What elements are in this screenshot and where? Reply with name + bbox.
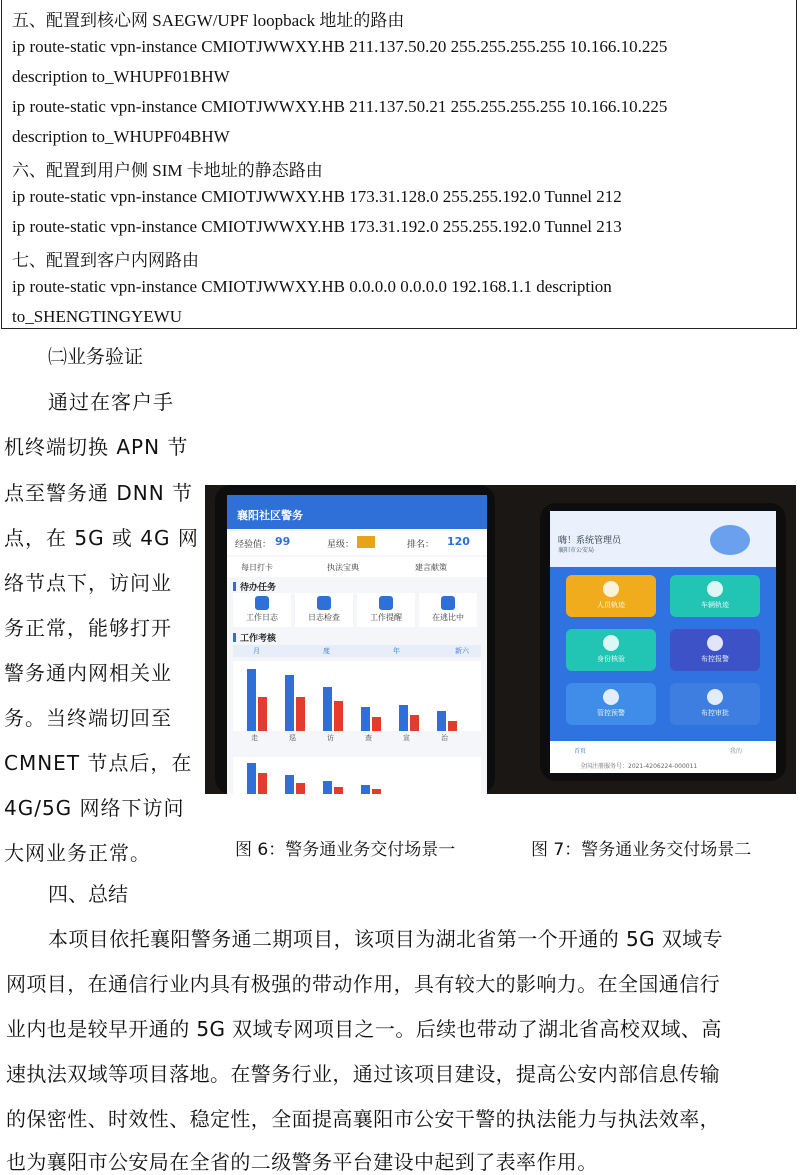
column-text-line: 络节点下，访问业 <box>4 571 172 595</box>
chart-bar <box>258 697 267 731</box>
work-chart <box>233 661 481 731</box>
chart-bar <box>323 781 332 794</box>
chart-bar <box>361 707 370 731</box>
tab-year[interactable]: 年 <box>393 647 400 655</box>
phone-left <box>215 485 495 794</box>
column-text-line: 点，在 5G 或 4G 网 <box>4 526 199 550</box>
tile-id-verify[interactable]: 身份核验 <box>566 629 656 671</box>
column-text-line: 大网业务正常。 <box>4 841 151 865</box>
code-line: 五、配置到核心网 SAEGW/UPF loopback 地址的路由 <box>12 11 405 30</box>
column-text-line: 通过在客户手 <box>48 390 174 414</box>
police-emblem-icon <box>710 525 750 555</box>
work-chart-lower <box>233 757 481 794</box>
code-line: ip route-static vpn-instance CMIOTJWWXY.HB 173.31.128.0 255.255.192.0 Tunnel 212 <box>12 187 622 206</box>
summary-line: 速执法双域等项目落地。在警务行业，通过该项目建设，提高公安内部信息传输 <box>6 1062 720 1086</box>
chart-x-label: 访 <box>327 734 334 742</box>
chart-bar <box>334 787 343 794</box>
id-check-icon <box>603 635 619 651</box>
summary-line: 的保密性、时效性、稳定性，全面提高襄阳市公安干警的执法能力与执法效率， <box>6 1107 720 1131</box>
shield-icon <box>603 689 619 705</box>
level-badge-icon <box>357 536 375 548</box>
period-tabs <box>233 645 481 657</box>
code-line: to_SHENGTINGYEWU <box>12 307 182 326</box>
task-icon <box>255 596 269 610</box>
config-code-box <box>1 0 797 329</box>
summary-line: 业内也是较早开通的 5G 双域专网项目之一。后续也带动了湖北省高校双域、高 <box>6 1017 722 1041</box>
chart-x-label: 治 <box>441 734 448 742</box>
app-title: 襄阳社区警务 <box>237 509 303 522</box>
task-icon <box>441 596 455 610</box>
registration-number: 全国注册服务号：2021-4206224-000011 <box>580 763 698 770</box>
chart-bar <box>285 775 294 794</box>
chart-x-label: 查 <box>365 734 372 742</box>
chart-bar <box>323 687 332 731</box>
tile-vehicle-track[interactable]: 车辆轨迹 <box>670 575 760 617</box>
phone-left-screen <box>227 495 487 794</box>
phone-right-screen <box>550 511 776 773</box>
figure-7-caption: 图 7：警务通业务交付场景二 <box>531 840 752 860</box>
tab-new[interactable]: 新六 <box>455 647 469 655</box>
quick-suggest[interactable]: 建言献策 <box>415 563 447 572</box>
feature-grid <box>550 567 776 741</box>
column-text-line: 务。当终端切回至 <box>4 706 172 730</box>
chart-bar <box>334 701 343 731</box>
phones-photo <box>205 485 796 794</box>
code-line: description to_WHUPF04BHW <box>12 127 230 146</box>
task-item[interactable]: 在逃比中 <box>419 593 477 627</box>
summary-line: 也为襄阳市公安局在全省的二级警务平台建设中起到了表率作用。 <box>6 1150 598 1174</box>
code-line: ip route-static vpn-instance CMIOTJWWXY.HB 173.31.192.0 255.255.192.0 Tunnel 213 <box>12 217 622 236</box>
column-text-line: 点至警务通 DNN 节 <box>4 481 194 505</box>
column-text-line: 4G/5G 网络下访问 <box>4 796 185 820</box>
figure-6-caption: 图 6：警务通业务交付场景一 <box>235 840 456 860</box>
quick-handbook[interactable]: 执法宝典 <box>327 563 359 572</box>
tile-approval[interactable]: 布控审批 <box>670 683 760 725</box>
chart-bar <box>247 763 256 794</box>
code-line: ip route-static vpn-instance CMIOTJWWXY.HB 211.137.50.20 255.255.255.255 10.166.10.225 <box>12 37 668 56</box>
tile-alert[interactable]: 布控报警 <box>670 629 760 671</box>
level-label: 星级： <box>327 540 355 550</box>
column-text-line: 警务通内网相关业 <box>4 661 172 685</box>
chart-bar <box>247 669 256 731</box>
chart-x-label: 走 <box>251 734 258 742</box>
rank-label: 排名： <box>407 540 435 550</box>
phone-right <box>540 503 786 781</box>
score-value: 99 <box>275 535 291 548</box>
chart-bar <box>410 715 419 731</box>
document-icon <box>707 689 723 705</box>
chart-x-label: 宣 <box>403 734 410 742</box>
rank-value: 120 <box>447 535 470 548</box>
siren-icon <box>707 635 723 651</box>
chart-bar <box>296 783 305 794</box>
stats-row <box>227 531 487 555</box>
column-text-line: CMNET 节点后，在 <box>4 751 193 775</box>
quick-actions <box>227 557 487 577</box>
section-subheading: ㈡业务验证 <box>48 346 144 368</box>
summary-heading: 四、总结 <box>48 882 128 906</box>
code-line: ip route-static vpn-instance CMIOTJWWXY.HB 0.0.0.0 0.0.0.0 192.168.1.1 description <box>12 277 612 296</box>
summary-line: 本项目依托襄阳警务通二期项目，该项目为湖北省第一个开通的 5G 双域专 <box>48 927 723 951</box>
chart-bar <box>296 697 305 731</box>
column-text-line: 机终端切换 APN 节 <box>4 435 189 459</box>
todo-section-title: 待办任务 <box>233 580 276 593</box>
task-item[interactable]: 工作提醒 <box>357 593 415 627</box>
code-line: 七、配置到客户内网路由 <box>12 251 199 270</box>
tile-control-warning[interactable]: 管控预警 <box>566 683 656 725</box>
task-item[interactable]: 日志检查 <box>295 593 353 627</box>
code-line: ip route-static vpn-instance CMIOTJWWXY.HB 211.137.50.21 255.255.255.255 10.166.10.225 <box>12 97 668 116</box>
greeting: 嗨！系统管理员 <box>558 536 622 546</box>
chart-bar <box>372 717 381 731</box>
home-header <box>550 511 776 567</box>
tab-month[interactable]: 月 <box>253 647 260 655</box>
chart-bar <box>372 789 381 794</box>
quick-checkin[interactable]: 每日打卡 <box>241 563 273 572</box>
chart-bar <box>361 785 370 794</box>
task-item[interactable]: 工作日志 <box>233 593 291 627</box>
score-label: 经验值： <box>235 540 272 550</box>
task-icon <box>317 596 331 610</box>
nav-home[interactable]: 首页 <box>574 748 587 755</box>
tab-quarter[interactable]: 度 <box>323 647 330 655</box>
nav-mine[interactable]: 我的 <box>730 748 743 755</box>
chart-x-label: 巡 <box>289 734 296 742</box>
code-line: description to_WHUPF01BHW <box>12 67 230 86</box>
summary-line: 网项目，在通信行业内具有极强的带动作用，具有较大的影响力。在全国通信行 <box>6 972 720 996</box>
code-line: 六、配置到用户侧 SIM 卡地址的静态路由 <box>12 161 323 180</box>
car-icon <box>707 581 723 597</box>
chart-bar <box>437 711 446 731</box>
app-header <box>227 495 487 529</box>
home-footer <box>550 743 776 773</box>
chart-bar <box>399 705 408 731</box>
column-text-line: 务正常，能够打开 <box>4 616 172 640</box>
chart-bar <box>285 675 294 731</box>
chart-bar <box>258 773 267 794</box>
tile-person-track[interactable]: 人员轨迹 <box>566 575 656 617</box>
review-section-title: 工作考核 <box>233 631 276 644</box>
task-icon <box>379 596 393 610</box>
chart-bar <box>448 721 457 731</box>
person-icon <box>603 581 619 597</box>
org-name: 襄阳市公安局 <box>558 547 595 554</box>
